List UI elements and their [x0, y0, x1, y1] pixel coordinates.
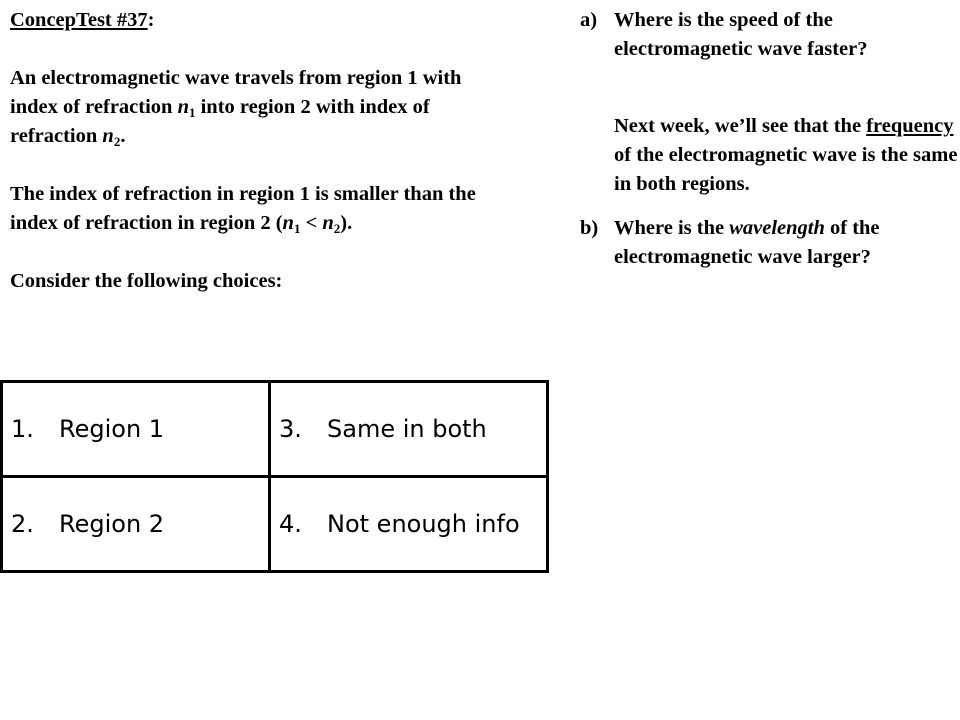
- note-text-1: Next week, we’ll see that the: [614, 115, 867, 137]
- choice-2-label: Region 2: [59, 510, 165, 538]
- choice-4[interactable]: [270, 477, 548, 572]
- note-text-2: of the electromagnetic wave is the same in both regions.: [614, 144, 958, 195]
- choice-3-label: Same in both: [327, 415, 487, 443]
- setup-text-2: into region 2 with index of refraction: [10, 96, 430, 147]
- choice-3[interactable]: [270, 382, 548, 477]
- setup-text-3: .: [120, 125, 126, 147]
- choice-3-number: 3.: [279, 415, 302, 443]
- question-b-text: [614, 214, 958, 272]
- question-a-text: Where is the speed of the electromagnetic wave faster?: [614, 9, 868, 60]
- question-a: [580, 6, 958, 64]
- question-b-text-1: Where is the: [614, 217, 730, 239]
- n2-subscript: 2: [113, 134, 121, 149]
- comparison-n2-symbol: n: [322, 212, 334, 234]
- concep-test-title: [10, 6, 480, 35]
- concep-test-title-text: ConcepTest #37: [10, 9, 148, 31]
- note-frequency-word: frequency: [866, 115, 954, 137]
- choice-2[interactable]: [2, 477, 270, 572]
- problem-setup: [10, 64, 480, 151]
- frequency-note: [614, 112, 958, 199]
- comparison-n2-subscript: 2: [333, 221, 341, 236]
- comparison-n1-subscript: 1: [293, 221, 301, 236]
- n1-subscript: 1: [188, 105, 196, 120]
- comparison-text-1: The index of refraction in region 1 is smaller than the index of refraction in region 2 (: [10, 183, 476, 234]
- choices-row-2: [2, 477, 548, 572]
- n1-symbol: n: [177, 96, 189, 118]
- comparison-n1-symbol: n: [282, 212, 294, 234]
- choice-2-number: 2.: [11, 510, 34, 538]
- less-than-symbol: <: [300, 212, 323, 234]
- n2-symbol: n: [102, 125, 114, 147]
- choice-1[interactable]: [2, 382, 270, 477]
- index-comparison: [10, 180, 480, 238]
- question-b: [580, 214, 958, 272]
- choice-4-number: 4.: [279, 510, 302, 538]
- question-b-label: b): [580, 217, 599, 239]
- choices-intro: Consider the following choices:: [10, 270, 283, 292]
- question-a-label: a): [580, 9, 598, 31]
- question-b-text-2: of the electromagnetic wave larger?: [614, 217, 880, 268]
- setup-text-1: An electromagnetic wave travels from region 1 with index of refraction: [10, 67, 462, 118]
- title-colon: :: [147, 9, 155, 31]
- choice-1-label: Region 1: [59, 415, 165, 443]
- choice-1-number: 1.: [11, 415, 34, 443]
- answer-choices-table: [0, 380, 549, 573]
- questions-panel: [580, 6, 958, 268]
- comparison-text-2: ).: [340, 212, 353, 234]
- choices-row-1: [2, 382, 548, 477]
- question-b-wavelength-word: wavelength: [729, 217, 825, 239]
- question-stem: [10, 6, 480, 296]
- choice-4-label: Not enough info: [327, 510, 520, 538]
